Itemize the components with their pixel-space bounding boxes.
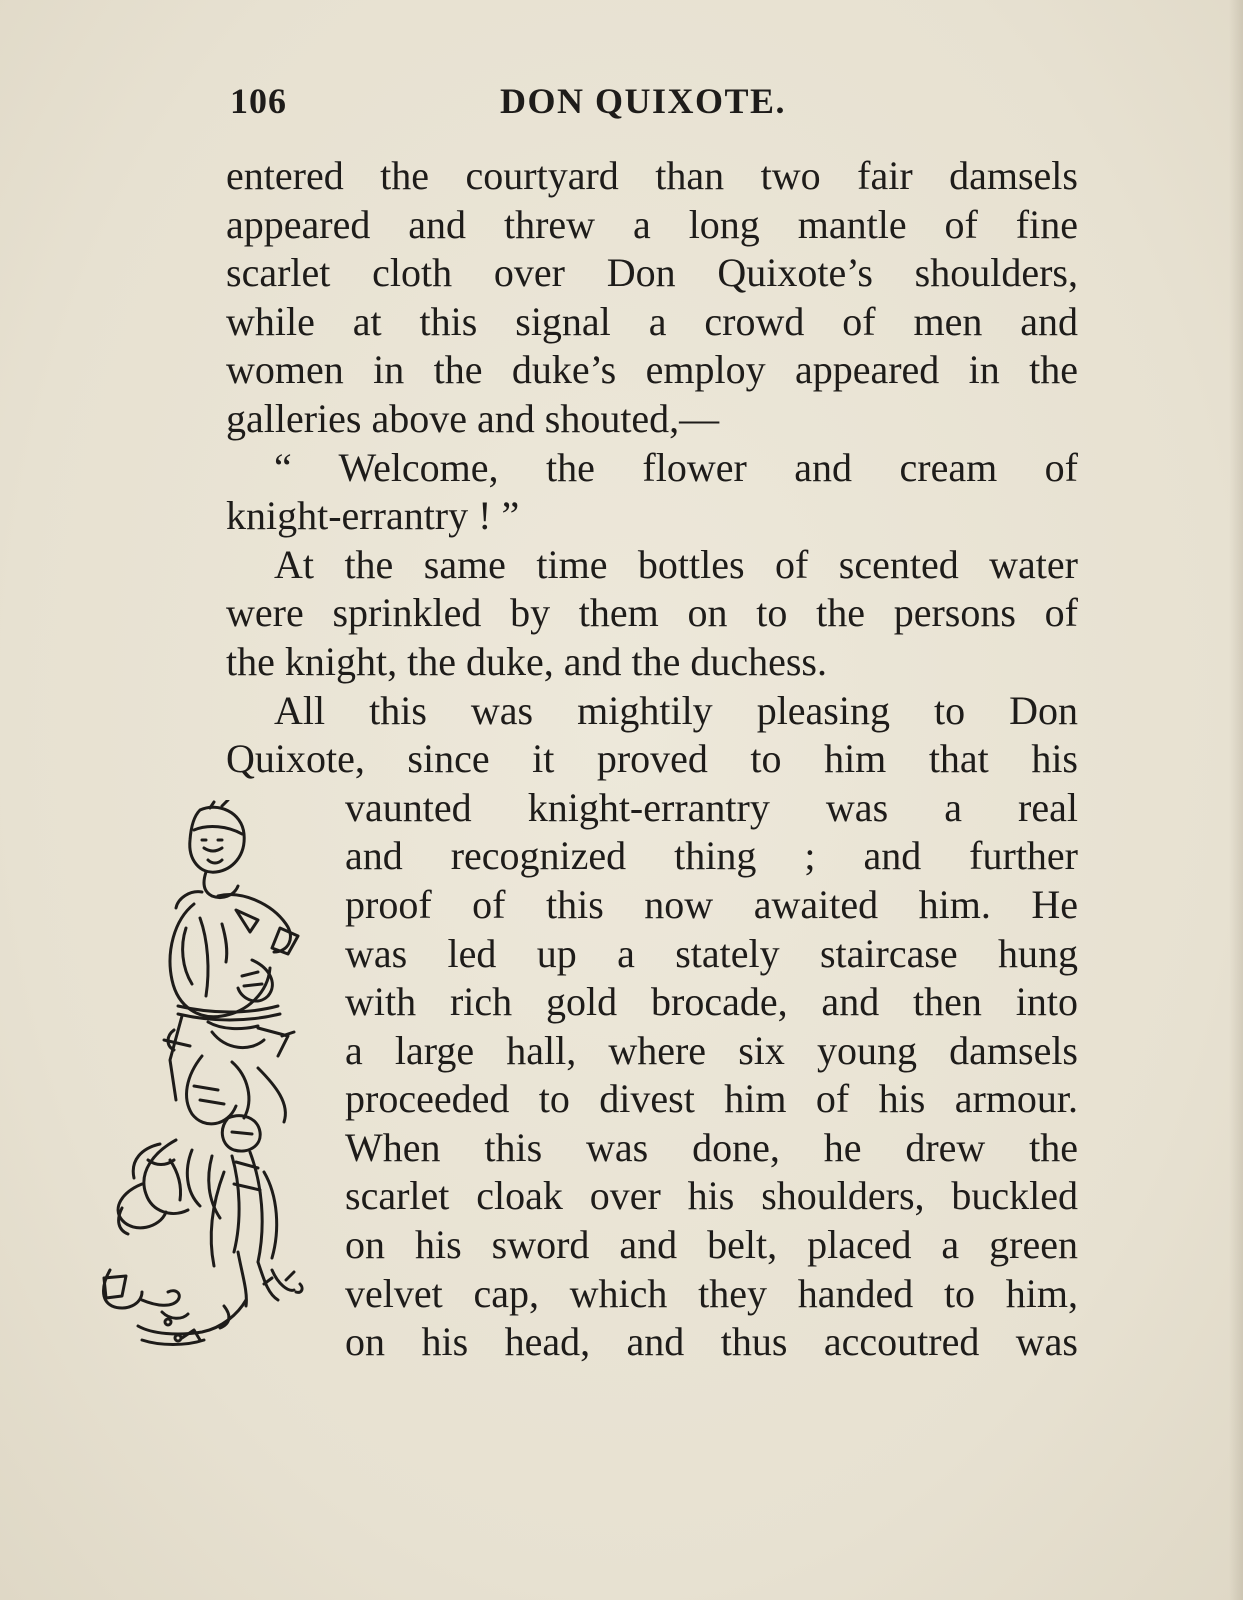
text-line: on his sword and belt, placed a green [345,1222,1078,1268]
text-line: on his head, and thus accoutred was [345,1319,1078,1365]
text-line: proof of this now awaited him. He [345,881,1078,927]
page-edge-shadow [1229,0,1243,1600]
body-text [226,152,1078,1367]
text-line: and recognized thing ; and further [345,833,1078,879]
text-line: were sprinkled by them on to the persons of [226,590,1078,636]
text-line: When this was done, he drew the [345,1124,1078,1170]
text-line: Quixote, since it proved to him that his [226,736,1078,782]
running-title: DON QUIXOTE. [500,81,787,121]
text-line: was led up a stately staircase hung [345,930,1078,976]
page-number: 106 [230,81,287,121]
text-line: a large hall, where six young damsels [345,1027,1078,1073]
text-line: At the same time bottles of scented water [274,541,1078,587]
text-line: galleries above and shouted,— [226,395,720,441]
running-header [226,74,1078,124]
text-line: scarlet cloth over Don Quixote’s shoulders, [226,250,1078,296]
text-line: vaunted knight-errantry was a real [345,784,1078,830]
text-line: “ Welcome, the flower and cream of [274,444,1078,490]
text-line: entered the courtyard than two fair damsels [226,153,1078,198]
text-line: All this was mightily pleasing to Don [274,687,1078,733]
text-line: proceeded to divest him of his armour. [345,1076,1078,1122]
text-line: while at this signal a crowd of men and [226,298,1078,344]
text-line: with rich gold brocade, and then into [345,979,1078,1025]
text-line: scarlet cloak over his shoulders, buckled [345,1173,1078,1219]
text-line: women in the duke’s employ appeared in the [226,347,1078,393]
text-line: knight-errantry ! ” [226,493,520,539]
text-line: velvet cap, which they handed to him, [345,1270,1078,1316]
knight-illustration-icon [82,800,328,1386]
text-line: appeared and threw a long mantle of fine [226,201,1078,247]
text-line: the knight, the duke, and the duchess. [226,638,827,684]
